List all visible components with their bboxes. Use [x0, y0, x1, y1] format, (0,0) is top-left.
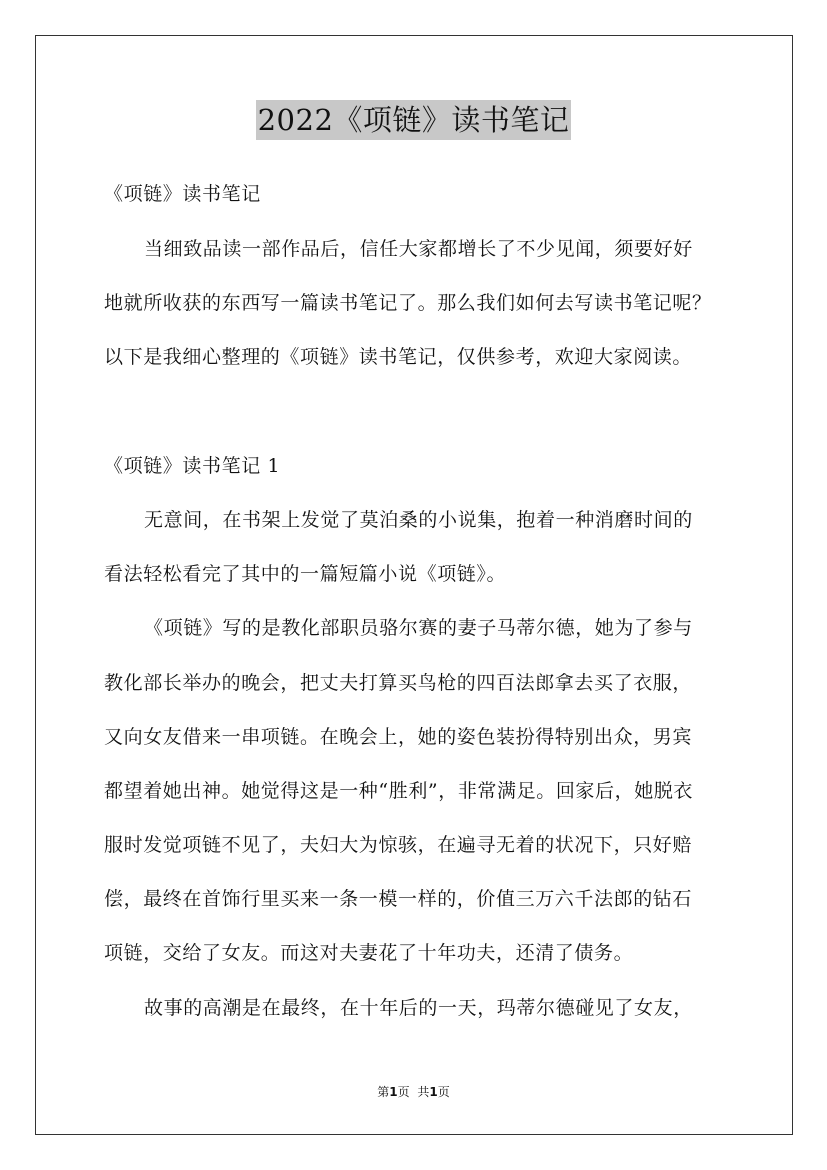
intro-line: 当细致品读一部作品后，信任大家都增长了不少见闻，须要好好 — [144, 238, 693, 260]
total-suffix: 页 — [437, 1085, 450, 1099]
paragraph-line: 无意间，在书架上发觉了莫泊桑的小说集，抱着一种消磨时间的 — [144, 509, 693, 531]
total-pages: 1 — [429, 1085, 438, 1099]
paragraph-line: 偿，最终在首饰行里买来一条一模一样的，价值三万六千法郎的钻石 — [104, 888, 693, 910]
paragraph-line: 故事的高潮是在最终，在十年后的一天，玛蒂尔德碰见了女友， — [144, 997, 693, 1019]
paragraph-line: 项链，交给了女友。而这对夫妻花了十年功夫，还清了债务。 — [104, 942, 634, 964]
paragraph-line: 《项链》写的是教化部职员骆尔赛的妻子马蒂尔德，她为了参与 — [144, 617, 693, 639]
intro-line: 地就所收获的东西写一篇读书笔记了。那么我们如何去写读书笔记呢？ — [104, 292, 712, 314]
page-footer — [0, 1084, 827, 1100]
page-suffix: 页 — [397, 1085, 410, 1099]
total-prefix: 共 — [417, 1085, 430, 1099]
intro-line: 以下是我细心整理的《项链》读书笔记，仅供参考，欢迎大家阅读。 — [104, 346, 693, 368]
paragraph-line: 看法轻松看完了其中的一篇短篇小说《项链》。 — [104, 563, 507, 585]
paragraph-line: 都望着她出神。她觉得这是一种“胜利”，非常满足。回家后，她脱衣 — [104, 780, 694, 802]
paragraph-line: 服时发觉项链不见了，夫妇大为惊骇，在遍寻无着的状况下，只好赔 — [104, 834, 693, 856]
document-title: 2022《项链》读书笔记 — [256, 100, 572, 140]
page-number: 1 — [389, 1085, 398, 1099]
paragraph-line: 又向女友借来一串项链。在晚会上，她的姿色装扮得特别出众，男宾 — [104, 726, 693, 748]
title-wrap — [0, 100, 827, 140]
section-heading: 《项链》读书笔记 — [104, 183, 261, 205]
paragraph-line: 教化部长举办的晚会，把丈夫打算买鸟枪的四百法郎拿去买了衣服， — [104, 672, 693, 694]
section-heading-1: 《项链》读书笔记 1 — [104, 455, 281, 477]
page-prefix: 第 — [377, 1085, 390, 1099]
